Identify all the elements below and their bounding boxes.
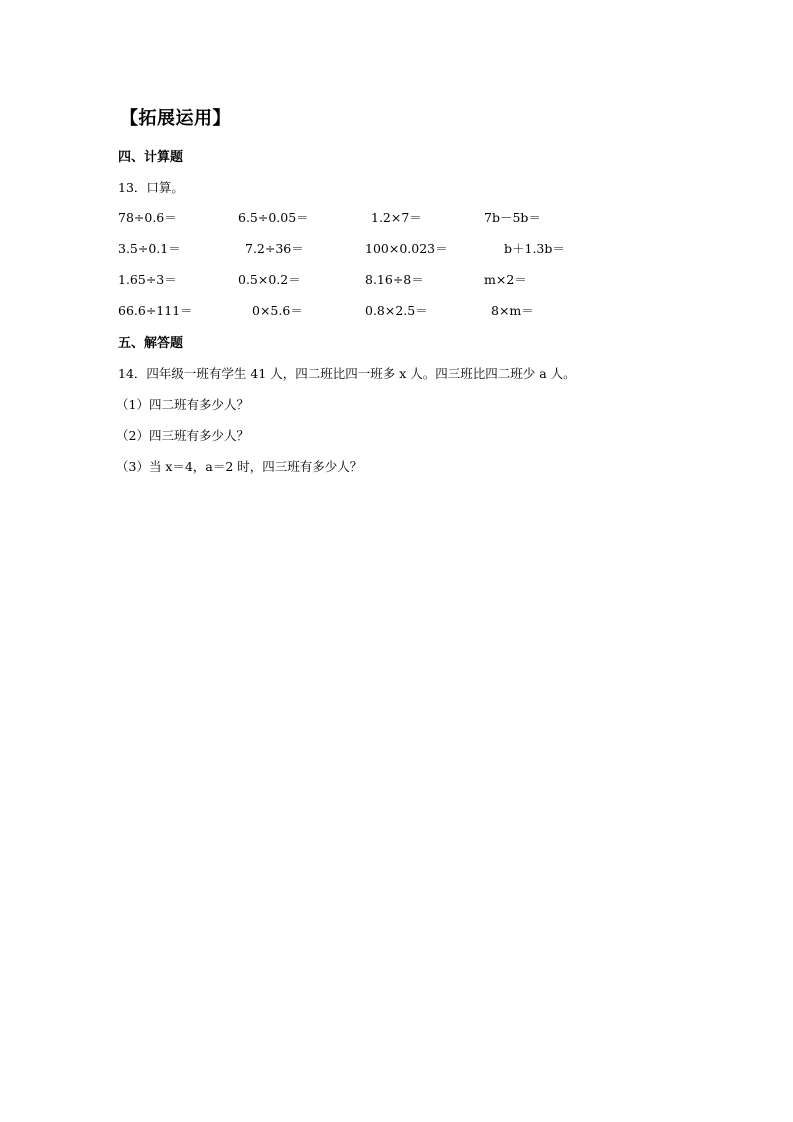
calc-row-3 <box>118 270 718 288</box>
sub-question-3: （3）当 x＝4，a＝2 时，四三班有多少人？ <box>116 459 363 474</box>
calc-item: b＋1.3b＝ <box>504 241 565 256</box>
sub-question-2: （2）四三班有多少人？ <box>116 428 249 443</box>
calc-item: 1.2×7＝ <box>371 210 422 225</box>
calc-item: 78÷0.6＝ <box>118 210 177 225</box>
calc-row-2 <box>118 239 718 257</box>
section-title: 【拓展运用】 <box>120 108 231 129</box>
calc-item: 100×0.023＝ <box>365 241 448 256</box>
calc-item: m×2＝ <box>484 272 527 287</box>
question-13: 13．口算。 <box>118 180 184 195</box>
calc-item: 0.8×2.5＝ <box>365 303 428 318</box>
calc-item: 1.65÷3＝ <box>118 272 177 287</box>
calc-item: 8×m＝ <box>491 303 534 318</box>
calc-row-4 <box>118 301 718 319</box>
calc-item: 66.6÷111＝ <box>118 303 193 318</box>
calc-item: 0×5.6＝ <box>252 303 303 318</box>
sub-question-1: （1）四二班有多少人？ <box>116 397 249 412</box>
calc-item: 8.16÷8＝ <box>365 272 424 287</box>
part4-heading: 四、计算题 <box>118 150 184 165</box>
calc-item: 6.5÷0.05＝ <box>238 210 309 225</box>
calc-item: 7.2÷36＝ <box>245 241 304 256</box>
calc-item: 3.5÷0.1＝ <box>118 241 181 256</box>
calc-item: 0.5×0.2＝ <box>238 272 301 287</box>
calc-row-1 <box>118 208 718 226</box>
part5-heading: 五、解答题 <box>118 336 184 351</box>
calc-item: 7b－5b＝ <box>484 210 541 225</box>
question-14: 14．四年级一班有学生 41 人，四二班比四一班多 x 人。四三班比四二班少 a 人。 <box>118 366 576 381</box>
